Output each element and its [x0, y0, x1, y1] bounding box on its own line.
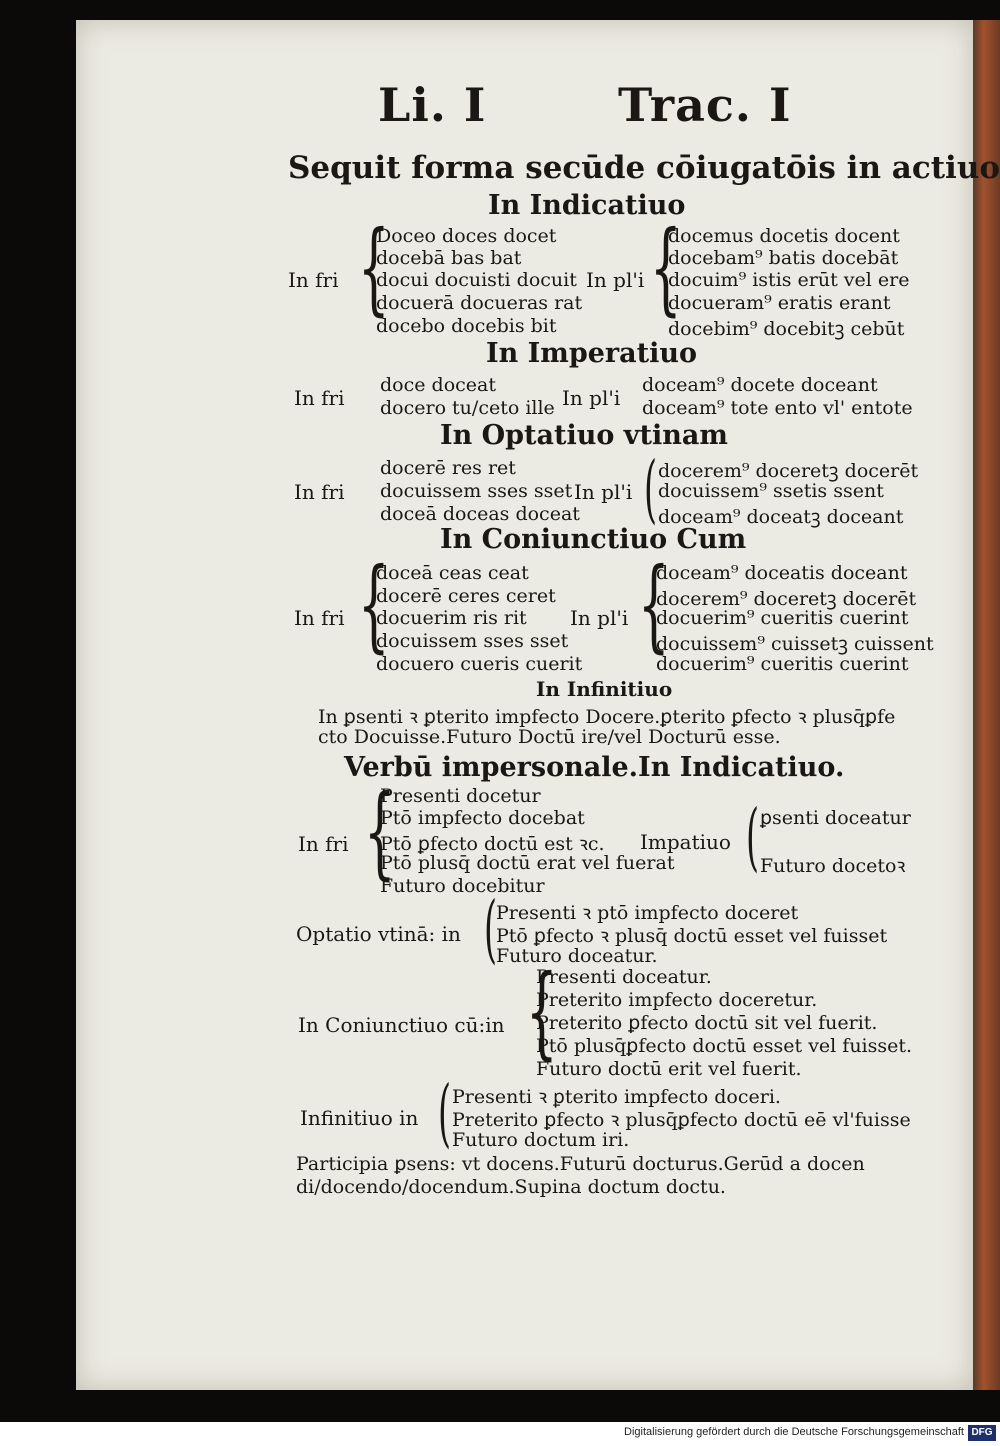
closing-line: Participia ꝑsens: vt docens.Futurū docturus.Gerūd a docen [296, 1153, 865, 1175]
impersonale-heading: Verbū impersonale.In Indicatiuo. [344, 752, 845, 783]
list-item: docuerim⁹ cueritis cuerint [656, 653, 909, 675]
list-item: docerem⁹ doceretꝫ docerēt [658, 460, 919, 482]
page-title: Sequit forma secūde cōiugatōis in actiuo [288, 150, 1000, 186]
list-item: docebo docebis bit [376, 315, 557, 337]
list-item: docemus docetis docent [668, 225, 900, 247]
list-item: docebam⁹ batis docebāt [668, 247, 899, 269]
list-item: Futuro doctū erit vel fuerit. [536, 1058, 802, 1080]
optativo-plural-label: In pl'i [574, 480, 633, 504]
infinitivo-line: cto Docuisse.Futuro Doctū ire/vel Docturū esse. [318, 726, 781, 748]
list-item: Presenti docetur [380, 785, 541, 807]
list-item: docuerim⁹ cueritis cuerint [656, 607, 909, 629]
list-item: Ptō impfecto docebat [380, 807, 585, 829]
infinitivo-heading: In Infinitiuo [536, 677, 673, 701]
list-item: docuim⁹ istis erūt vel ere [668, 269, 910, 291]
coniunctivo-singular-brace: { [357, 546, 390, 663]
list-item: Futuro docetoꝛ [760, 855, 906, 877]
coniunctivo-cum-brace: { [525, 953, 558, 1070]
list-item: Presenti ꝛ ptō impfecto doceret [496, 902, 799, 924]
list-item: doceam⁹ docete doceant [642, 374, 878, 396]
list-item: Preterito ꝑfecto ꝛ plusq̄ꝑfecto doctū eē vl'fuisse [452, 1109, 911, 1131]
list-item: Presenti doceatur. [536, 966, 712, 988]
footer-bar [0, 1422, 1000, 1446]
list-item: docebā bas bat [376, 247, 522, 269]
closing-line: di/docendo/docendum.Supina doctum doctu. [296, 1176, 726, 1198]
list-item: docuero cueris cuerit [376, 653, 583, 675]
list-item: Preterito impfecto doceretur. [536, 989, 818, 1011]
imperativo-impersonale-brace: ( [745, 794, 759, 880]
running-head-tract: Trac. I [618, 78, 792, 132]
indicativo-plural-label: In pl'i [586, 268, 645, 292]
imperativo-plural-label: In pl'i [562, 386, 621, 410]
list-item: docuissem⁹ cuissetꝫ cuissent [656, 633, 934, 655]
imperativo-heading: In Imperatiuo [486, 338, 698, 369]
optativo-heading: In Optatiuo vtinam [440, 420, 728, 451]
list-item: doceam⁹ tote ento vl' entote [642, 397, 913, 419]
list-item: Ptō ꝑfecto ꝛ plusq̄ doctū esset vel fuisset [496, 925, 888, 947]
coniunctivo-plural-brace: { [637, 546, 670, 663]
list-item: docueram⁹ eratis erant [668, 292, 891, 314]
running-head-book: Li. I [378, 78, 487, 132]
indicativo-singular-label: In fri [288, 268, 339, 292]
coniunctivo-plural-label: In pl'i [570, 606, 629, 630]
indicativo-singular-brace: { [357, 209, 390, 326]
book-spine [973, 20, 1000, 1390]
infinitivo-in-brace: ( [437, 1070, 451, 1156]
coniunctivo-cum-label: In Coniunctiuo cū:in [298, 1013, 505, 1037]
list-item: docero tu/ceto ille [380, 397, 555, 419]
list-item: docui docuisti docuit [376, 269, 577, 291]
infinitivo-line: In ꝑsenti ꝛ ꝑterito impfecto Docere.ꝑterito ꝑfecto ꝛ plusq̄ꝑfe [318, 706, 896, 728]
list-item: Ptō plusq̄ doctū erat vel fuerat [380, 852, 675, 874]
list-item: doceā ceas ceat [376, 562, 529, 584]
indicativo-plural-brace: { [649, 209, 682, 326]
list-item: docerē res ret [380, 457, 516, 479]
optativo-plural-brace: ( [643, 446, 657, 532]
list-item: doceam⁹ doceatis doceant [656, 562, 908, 584]
optatio-brace: ( [483, 886, 497, 972]
list-item: docuissem sses sset [376, 630, 569, 652]
impersonale-label: In fri [298, 832, 349, 856]
list-item: docebim⁹ docebitꝫ cebūt [668, 318, 905, 340]
imperativo-singular-label: In fri [294, 386, 345, 410]
indicativo-heading: In Indicatiuo [488, 190, 686, 221]
list-item: doce doceat [380, 374, 496, 396]
list-item: docuissem sses sset [380, 480, 573, 502]
list-item: docuerā docueras rat [376, 292, 583, 314]
list-item: docuissem⁹ ssetis ssent [658, 480, 884, 502]
dfg-logo-icon: DFG [968, 1425, 996, 1441]
optatio-label: Optatio vtinā: in [296, 922, 461, 946]
list-item: Preterito ꝑfecto doctū sit vel fuerit. [536, 1012, 878, 1034]
optativo-singular-label: In fri [294, 480, 345, 504]
list-item: docerē ceres ceret [376, 585, 556, 607]
impersonale-brace: { [363, 773, 396, 890]
list-item: Ptō ꝑfecto doctū est ꝛc. [380, 833, 605, 855]
coniunctivo-singular-label: In fri [294, 606, 345, 630]
list-item: ꝑsenti doceatur [760, 807, 911, 829]
list-item: Futuro docebitur [380, 875, 545, 897]
list-item: Presenti ꝛ ꝑterito impfecto doceri. [452, 1086, 781, 1108]
coniunctivo-heading: In Coniunctiuo Cum [440, 524, 747, 555]
list-item: docuerim ris rit [376, 607, 527, 629]
infinitivo-in-label: Infinitiuo in [300, 1106, 419, 1130]
list-item: Ptō plusq̄ꝑfecto doctū esset vel fuisset. [536, 1035, 913, 1057]
list-item: doceā doceas doceat [380, 503, 580, 525]
list-item: Futuro doctum iri. [452, 1129, 630, 1151]
list-item: Doceo doces docet [376, 225, 557, 247]
list-item: Futuro doceatur. [496, 945, 658, 967]
list-item: docerem⁹ doceretꝫ docerēt [656, 588, 917, 610]
funding-credit: Digitalisierung gefördert durch die Deutsche Forschungsgemeinschaft [624, 1426, 964, 1438]
list-item: doceam⁹ doceatꝫ doceant [658, 506, 904, 528]
imperativo-impersonale-label: Impatiuo [640, 830, 731, 854]
